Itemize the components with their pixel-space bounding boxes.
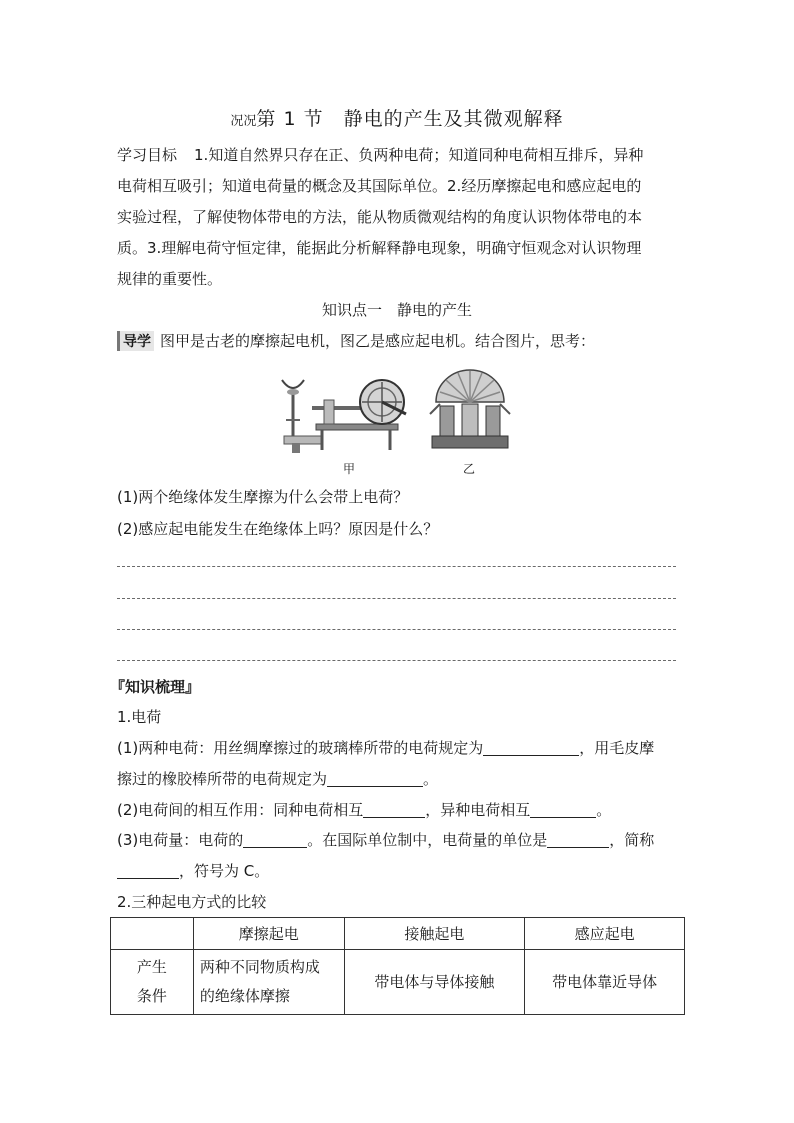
- review-item-2: 2.三种起电方式的比较: [117, 893, 267, 911]
- review-p3-line1: (3)电荷量：电荷的 。在国际单位制中，电荷量的单位是 ，简称: [117, 831, 655, 849]
- objectives-label: 学习目标: [117, 146, 178, 164]
- table-header-row: [111, 918, 685, 950]
- figure-b-caption: 乙: [463, 462, 476, 476]
- page-title: [0, 104, 794, 131]
- review-p2: (2)电荷间的相互作用：同种电荷相互 ，异种电荷相互 。: [117, 801, 612, 819]
- section-heading: 知识点一 静电的产生: [321, 301, 472, 319]
- objectives-line-1: 学习目标 1.知道自然界只存在正、负两种电荷；知道同种电荷相互排斥，异种: [117, 146, 644, 164]
- table-header-cell: 摩擦起电: [193, 918, 344, 950]
- guide-line: [117, 330, 595, 351]
- review-p3-line2: ，符号为 C。: [117, 860, 269, 881]
- question-1: (1)两个绝缘体发生摩擦为什么会带上电荷？: [117, 488, 409, 506]
- answer-line[interactable]: [117, 598, 676, 599]
- answer-line[interactable]: [117, 660, 676, 661]
- objectives-line-4: 质。3.理解电荷守恒定律，能据此分析解释静电现象，明确守恒观念对认识物理: [117, 239, 642, 257]
- fill-blank[interactable]: [363, 803, 425, 818]
- fill-blank[interactable]: [547, 833, 609, 848]
- review-p1-line2: 擦过的橡胶棒所带的电荷规定为 。: [117, 770, 439, 788]
- guide-text: 图甲是古老的摩擦起电机，图乙是感应起电机。结合图片，思考：: [160, 332, 596, 350]
- review-p1-line1: (1)两种电荷：用丝绸摩擦过的玻璃棒所带的电荷规定为 ，用毛皮摩: [117, 739, 655, 757]
- figure-a-caption: 甲: [343, 462, 356, 476]
- comparison-table: [110, 917, 685, 1015]
- objectives-line-5: 规律的重要性。: [117, 270, 223, 288]
- question-2: (2)感应起电能发生在绝缘体上吗？原因是什么？: [117, 520, 439, 538]
- fill-blank[interactable]: [530, 803, 596, 818]
- row-label: 产生 条件: [111, 950, 194, 1015]
- fill-blank[interactable]: [327, 772, 423, 787]
- objectives-line-3: 实验过程，了解使物体带电的方法，能从物质微观结构的角度认识物体带电的本: [117, 208, 643, 226]
- guide-badge: 导学: [117, 331, 154, 351]
- table-cell: 带电体靠近导体: [525, 950, 685, 1015]
- table-row: [111, 950, 685, 1015]
- learning-objectives: [117, 140, 683, 295]
- table-header-cell: 感应起电: [525, 918, 685, 950]
- fill-blank[interactable]: [117, 864, 179, 879]
- friction-generator-illustration: [278, 374, 412, 456]
- fill-blank[interactable]: [483, 741, 579, 756]
- table-cell: 两种不同物质构成 的绝缘体摩擦: [193, 950, 344, 1015]
- table-header-cell: [111, 918, 194, 950]
- review-heading: 『知识梳理』: [110, 678, 201, 696]
- fill-blank[interactable]: [243, 833, 307, 848]
- title-prefix: 况况: [230, 114, 257, 129]
- table-cell: 带电体与导体接触: [344, 950, 525, 1015]
- table-header-cell: 接触起电: [344, 918, 525, 950]
- review-item-1: 1.电荷: [117, 708, 162, 726]
- wimshurst-machine-illustration: [426, 368, 514, 454]
- answer-line[interactable]: [117, 566, 676, 567]
- objectives-line-2: 电荷相互吸引；知道电荷量的概念及其国际单位。2.经历摩擦起电和感应起电的: [117, 177, 642, 195]
- title-main: 第 1 节 静电的产生及其微观解释: [256, 108, 564, 130]
- answer-line[interactable]: [117, 629, 676, 630]
